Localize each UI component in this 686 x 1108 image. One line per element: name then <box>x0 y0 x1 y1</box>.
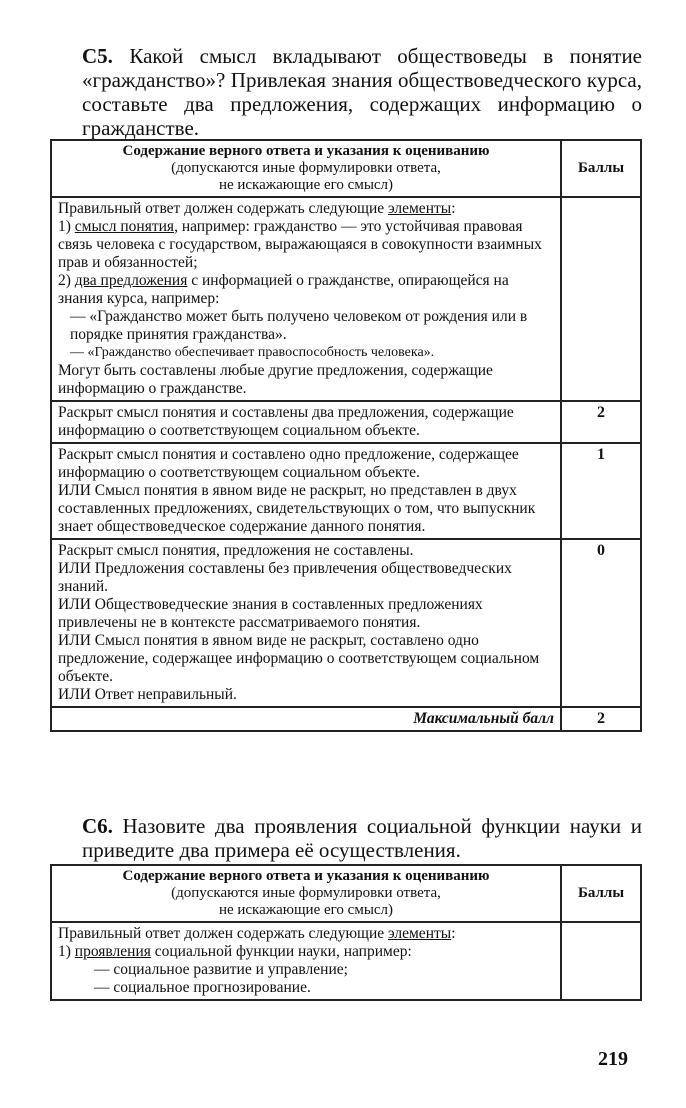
c5-answer-content <box>51 197 561 401</box>
question-c6-text: Назовите два проявления социальной функции науки и приведите два примера её осуществления. <box>82 814 643 862</box>
c5-score-row-text: Раскрыт смысл понятия и составлено одно предложение, содержащее информацию о соответствующем социальном объекте. ИЛИ Смысл понятия в явном виде не раскрыт, но представлен в двух составленных предложениях, свидетельствующих о том, что выпускник знает обществоведческое содержание данного понятия. <box>51 443 561 539</box>
c6-grading-table <box>50 864 642 1001</box>
c5-example-1: — «Гражданство может быть получено человеком от рождения или в порядке принятия гражданства». <box>70 308 528 343</box>
question-c5-text: Какой смысл вкладывают обществоведы в понятие «гражданство»? Привлекая знания обществоведческого курса, составьте два предложения, содержащих информацию о гражданстве. <box>82 44 643 140</box>
c5-score-value: 1 <box>561 443 641 539</box>
c5-header-content <box>51 140 561 197</box>
c6-example-2: — социальное прогнозирование. <box>94 979 311 996</box>
c5-score-value: 2 <box>561 401 641 443</box>
c6-answer-item1: 1) проявления социальной функции науки, например: <box>58 943 412 960</box>
c5-answer-row <box>51 197 641 401</box>
c6-header-sub2: не искажающие его смысл) <box>218 902 394 918</box>
question-c5-number: С5. <box>82 44 113 68</box>
c5-answer-intro: Правильный ответ должен содержать следующие элементы: <box>58 200 456 217</box>
c6-header-sub1: (допускаются иные формулировки ответа, <box>171 885 441 901</box>
c5-header-title: Содержание верного ответа и указания к оцениванию <box>122 143 490 159</box>
c6-answer-score <box>561 922 641 1000</box>
question-c5 <box>82 44 642 140</box>
c5-max-score: 2 <box>561 707 641 731</box>
c5-score-row-text: Раскрыт смысл понятия и составлены два предложения, содержащие информацию о соответствующем социальном объекте. <box>51 401 561 443</box>
question-c6-number: С6. <box>82 814 113 838</box>
c6-answer-row <box>51 922 641 1000</box>
c5-score-row <box>51 539 641 707</box>
c5-header-sub1: (допускаются иные формулировки ответа, <box>171 160 441 176</box>
c5-header-sub2: не искажающие его смысл) <box>218 177 394 193</box>
page-number: 219 <box>598 1048 628 1070</box>
c6-example-1: — социальное развитие и управление; <box>94 961 348 978</box>
c5-answer-outro: Могут быть составлены любые другие предложения, содержащие информацию о гражданстве. <box>58 362 493 397</box>
c5-answer-score <box>561 197 641 401</box>
c6-header-title: Содержание верного ответа и указания к оцениванию <box>122 868 490 884</box>
c5-score-value: 0 <box>561 539 641 707</box>
c6-header-score: Баллы <box>561 865 641 922</box>
c5-header-score: Баллы <box>561 140 641 197</box>
c5-answer-item2: 2) два предложения с информацией о гражданстве, опирающейся на знания курса, например: <box>58 272 509 307</box>
c5-header-row <box>51 140 641 197</box>
c5-score-row-text: Раскрыт смысл понятия, предложения не составлены. ИЛИ Предложения составлены без привлечения обществоведческих знаний. ИЛИ Обществоведческие знания в составленных предложениях привлечены не в контексте рассматриваемого понятия. ИЛИ Смысл понятия в явном виде не раскрыт, составлено одно предложение, содержащее информацию о соответствующем социальном объекте. ИЛИ Ответ неправильный. <box>51 539 561 707</box>
c6-answer-content <box>51 922 561 1000</box>
c5-grading-table <box>50 139 642 732</box>
c5-answer-item1: 1) смысл понятия, например: гражданство — это устойчивая правовая связь человека с государством, выражающаяся в совокупности взаимных прав и обязанностей; <box>58 218 542 271</box>
c6-header-content <box>51 865 561 922</box>
question-c6 <box>82 814 642 862</box>
c5-example-2: — «Гражданство обеспечивает правоспособность человека». <box>70 345 435 360</box>
c6-answer-intro: Правильный ответ должен содержать следующие элементы: <box>58 925 456 942</box>
c6-header-row <box>51 865 641 922</box>
c5-max-row <box>51 707 641 731</box>
c5-score-row <box>51 443 641 539</box>
c5-score-row <box>51 401 641 443</box>
c5-max-label: Максимальный балл <box>51 707 561 731</box>
